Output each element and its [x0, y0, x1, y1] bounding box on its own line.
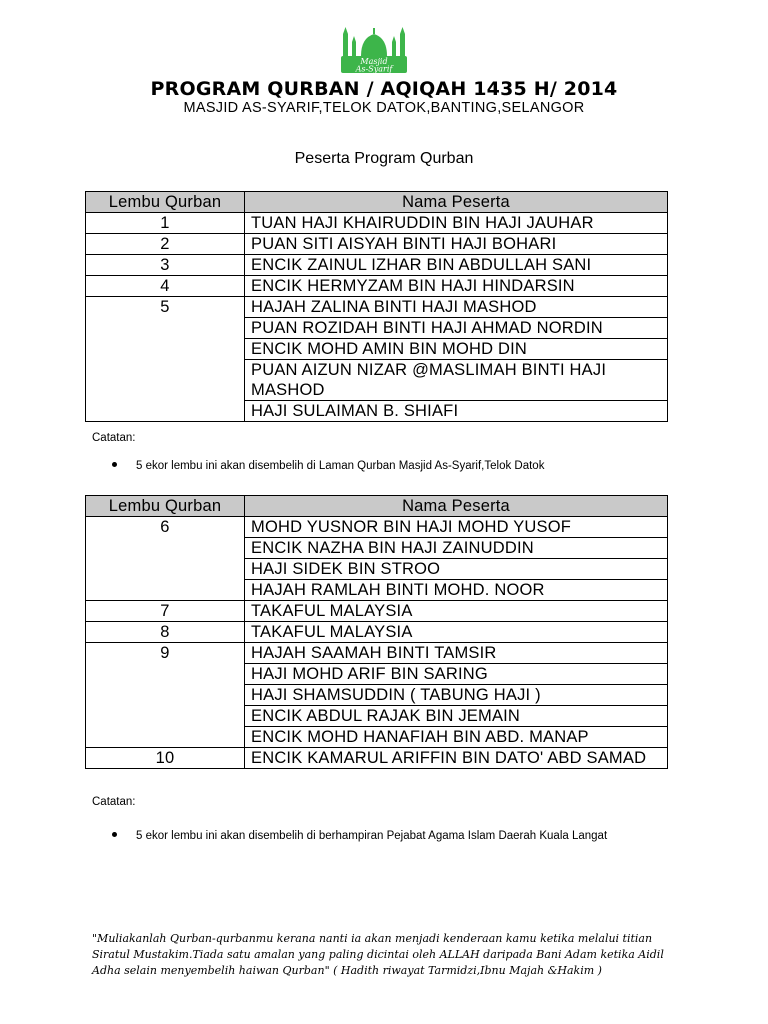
column-header-nama: Nama Peserta — [245, 192, 668, 213]
bullet-icon — [112, 832, 117, 837]
participant-name: HAJAH ZALINA BINTI HAJI MASHOD — [245, 297, 668, 318]
note-text-2: 5 ekor lembu ini akan disembelih di berhampiran Pejabat Agama Islam Daerah Kuala Langat — [136, 830, 608, 842]
lembu-number: 6 — [86, 517, 245, 601]
participant-name: TAKAFUL MALAYSIA — [245, 622, 668, 643]
participant-name: HAJI SIDEK BIN STROO — [245, 559, 668, 580]
participant-name: MOHD YUSNOR BIN HAJI MOHD YUSOF — [245, 517, 668, 538]
lembu-number: 2 — [86, 234, 245, 255]
table-row — [86, 297, 668, 318]
participant-name: ENCIK ABDUL RAJAK BIN JEMAIN — [245, 706, 668, 727]
bullet-icon — [112, 462, 117, 467]
participant-name: PUAN SITI AISYAH BINTI HAJI BOHARI — [245, 234, 668, 255]
participant-table-2 — [85, 495, 668, 769]
participant-name: PUAN ROZIDAH BINTI HAJI AHMAD NORDIN — [245, 318, 668, 339]
lembu-number: 1 — [86, 213, 245, 234]
participant-name: ENCIK ZAINUL IZHAR BIN ABDULLAH SANI — [245, 255, 668, 276]
note-label-1: Catatan: — [92, 432, 136, 444]
lembu-number: 5 — [86, 297, 245, 422]
lembu-number: 7 — [86, 601, 245, 622]
table-row — [86, 213, 668, 234]
table-row — [86, 643, 668, 664]
note-item-2 — [112, 830, 607, 842]
participant-name: HAJI SULAIMAN B. SHIAFI — [245, 401, 668, 422]
table-row — [86, 517, 668, 538]
participant-table-1 — [85, 191, 668, 422]
participant-name: PUAN AIZUN NIZAR @MASLIMAH BINTI HAJI MASHOD — [245, 360, 668, 401]
column-header-nama: Nama Peserta — [245, 496, 668, 517]
lembu-number: 4 — [86, 276, 245, 297]
table-row — [86, 601, 668, 622]
lembu-number: 3 — [86, 255, 245, 276]
note-label-2: Catatan: — [92, 796, 136, 808]
logo-line2: As-Syarif — [355, 64, 393, 74]
table-row — [86, 276, 668, 297]
column-header-lembu: Lembu Qurban — [86, 192, 245, 213]
note-item-1 — [112, 460, 544, 472]
participant-name: HAJAH SAAMAH BINTI TAMSIR — [245, 643, 668, 664]
table-row — [86, 748, 668, 769]
participant-name: HAJI SHAMSUDDIN ( TABUNG HAJI ) — [245, 685, 668, 706]
table-header-row — [86, 192, 668, 213]
note-text-1: 5 ekor lembu ini akan disembelih di Laman Qurban Masjid As-Syarif,Telok Datok — [136, 460, 545, 472]
column-header-lembu: Lembu Qurban — [86, 496, 245, 517]
logo-line1: Masjid — [360, 57, 388, 66]
participant-name: ENCIK KAMARUL ARIFFIN BIN DATO' ABD SAMAD — [245, 748, 668, 769]
page-title: PROGRAM QURBAN / AQIQAH 1435 H/ 2014 — [150, 78, 618, 100]
participant-name: HAJI MOHD ARIF BIN SARING — [245, 664, 668, 685]
section-title: Peserta Program Qurban — [294, 150, 474, 167]
participant-name: TAKAFUL MALAYSIA — [245, 601, 668, 622]
table-row — [86, 234, 668, 255]
table-header-row — [86, 496, 668, 517]
participant-name: ENCIK MOHD HANAFIAH BIN ABD. MANAP — [245, 727, 668, 748]
lembu-number: 10 — [86, 748, 245, 769]
masjid-logo-icon — [339, 26, 409, 74]
lembu-number: 8 — [86, 622, 245, 643]
participant-name: TUAN HAJI KHAIRUDDIN BIN HAJI JAUHAR — [245, 213, 668, 234]
lembu-number: 9 — [86, 643, 245, 748]
participant-name: HAJAH RAMLAH BINTI MOHD. NOOR — [245, 580, 668, 601]
table-row — [86, 622, 668, 643]
page-subtitle: MASJID AS-SYARIF,TELOK DATOK,BANTING,SELANGOR — [183, 100, 585, 116]
footer-quote: "Muliakanlah Qurban-qurbanmu kerana nanti ia akan menjadi kenderaan kamu ketika melalui titian Siratul Mustakim.Tiada satu amalan yang paling dicintai oleh ALLAH daripada Bani Adam ketika Aidil Adha selain menyembelih haiwan Qurban" ( Hadith riwayat Tarmidzi,Ibnu Majah &Hakim ) — [92, 932, 664, 977]
table-row — [86, 255, 668, 276]
participant-name: ENCIK HERMYZAM BIN HAJI HINDARSIN — [245, 276, 668, 297]
participant-name: ENCIK MOHD AMIN BIN MOHD DIN — [245, 339, 668, 360]
participant-name: ENCIK NAZHA BIN HAJI ZAINUDDIN — [245, 538, 668, 559]
